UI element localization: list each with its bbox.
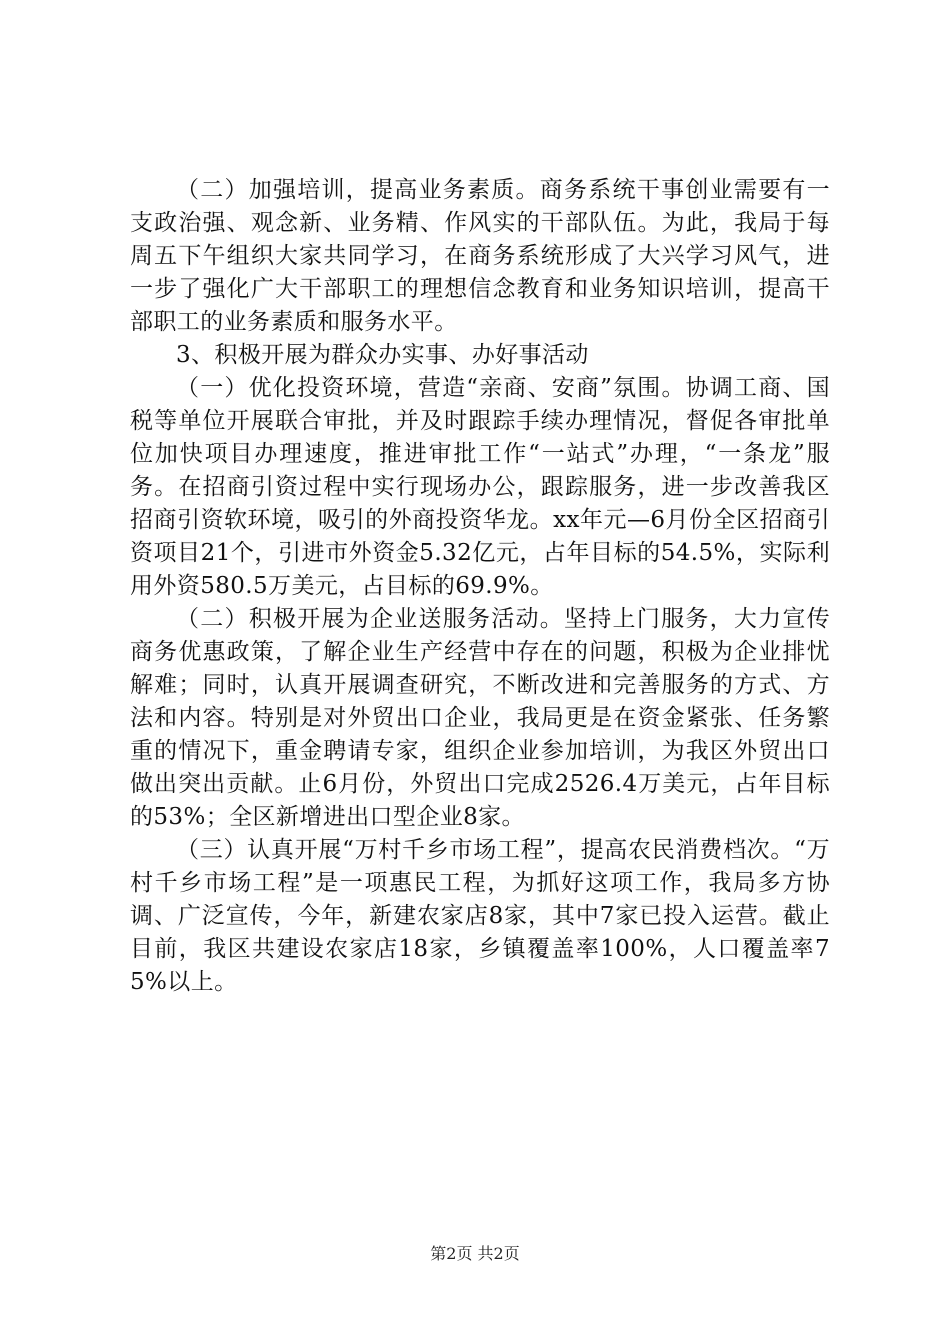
paragraph-investment-environment: （一）优化投资环境，营造“亲商、安商”氛围。协调工商、国税等单位开展联合审批，并及时跟踪手续办理情况，督促各审批单位加快项目办理速度，推进审批工作“一站式”办理，“一条龙”服务。在招商引资过程中实行现场办公，跟踪服务，进一步改善我区招商引资软环境，吸引的外商投资华龙。xx年元—6月份全区招商引资项目21个，引进市外资金5.32亿元，占年目标的54.5%，实际利用外资580.5万美元，占目标的69.9%。 [130,375,830,599]
page-footer: 第2页 共2页 [430,1244,520,1263]
document-body [130,174,830,999]
section-heading-activities: 3、积极开展为群众办实事、办好事活动 [176,342,589,368]
paragraph-enterprise-service: （二）积极开展为企业送服务活动。坚持上门服务，大力宣传商务优惠政策，了解企业生产经营中存在的问题，积极为企业排忧解难；同时，认真开展调查研究，不断改进和完善服务的方式、方法和内容。特别是对外贸出口企业，我局更是在资金紧张、任务繁重的情况下，重金聘请专家，组织企业参加培训，为我区外贸出口做出突出贡献。止6月份，外贸出口完成2526.4万美元，占年目标的53%；全区新增进出口型企业8家。 [130,606,830,830]
paragraph-training: （二）加强培训，提高业务素质。商务系统干事创业需要有一支政治强、观念新、业务精、作风实的干部队伍。为此，我局于每周五下午组织大家共同学习，在商务系统形成了大兴学习风气，进一步了强化广大干部职工的理想信念教育和业务知识培训，提高干部职工的业务素质和服务水平。 [130,177,830,335]
paragraph-market-project: （三）认真开展“万村千乡市场工程”，提高农民消费档次。“万村千乡市场工程”是一项惠民工程，为抓好这项工作，我局多方协调、广泛宣传，今年，新建农家店8家，其中7家已投入运营。截止目前，我区共建设农家店18家，乡镇覆盖率100%，人口覆盖率75%以上。 [130,837,830,995]
